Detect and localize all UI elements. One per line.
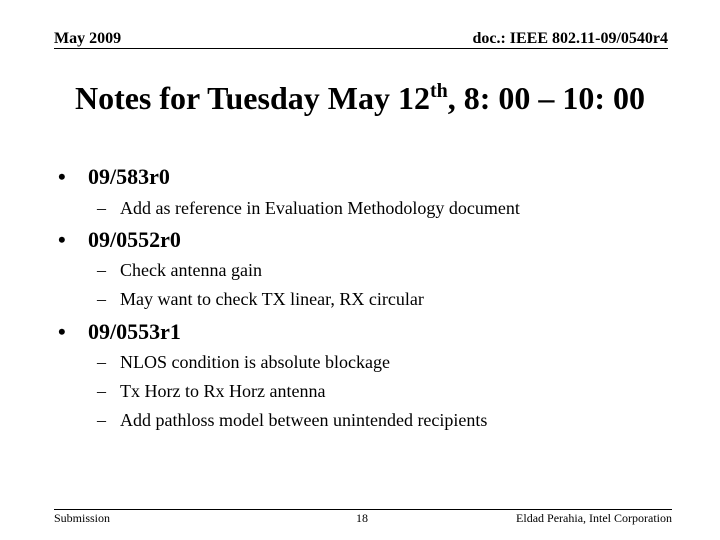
footer-rule	[54, 509, 672, 510]
bullet-item	[58, 164, 170, 190]
header-rule	[54, 48, 668, 49]
sub-bullet-text: May want to check TX linear, RX circular	[120, 289, 424, 309]
dash-glyph: –	[97, 352, 106, 372]
sub-bullet-item	[97, 409, 487, 431]
header-doc-id: doc.: IEEE 802.11-09/0540r4	[472, 30, 668, 47]
bullet-glyph: •	[58, 227, 66, 252]
sub-bullet-text: Tx Horz to Rx Horz antenna	[120, 381, 326, 401]
dash-glyph: –	[97, 289, 106, 309]
header-date: May 2009	[54, 30, 122, 47]
bullet-glyph: •	[58, 164, 66, 189]
footer-submission: Submission	[54, 511, 111, 525]
bullet-glyph: •	[58, 319, 66, 344]
footer-author: Eldad Perahia, Intel Corporation	[516, 511, 672, 525]
bullet-item	[58, 319, 181, 345]
sub-bullet-item	[97, 197, 520, 219]
sub-bullet-text: Add pathloss model between unintended recipients	[120, 410, 488, 430]
sub-bullet-text: Add as reference in Evaluation Methodology document	[120, 198, 520, 218]
sub-bullet-item	[97, 380, 325, 402]
dash-glyph: –	[97, 381, 106, 401]
bullet-text: 09/0552r0	[88, 227, 181, 252]
bullet-text: 09/0553r1	[88, 319, 181, 344]
bullet-text: 09/583r0	[88, 164, 170, 189]
title-superscript: th	[429, 80, 448, 102]
sub-bullet-text: Check antenna gain	[120, 260, 262, 280]
sub-bullet-text: NLOS condition is absolute blockage	[120, 352, 390, 372]
title-suffix: , 8: 00 – 10: 00	[447, 80, 646, 116]
dash-glyph: –	[97, 260, 106, 280]
footer-page-number: 18	[356, 511, 368, 525]
title-prefix: Notes for Tuesday May 12	[74, 80, 430, 116]
bullet-item	[58, 227, 181, 253]
dash-glyph: –	[97, 198, 106, 218]
slide-title	[0, 76, 720, 120]
sub-bullet-item	[97, 351, 390, 373]
sub-bullet-item	[97, 288, 424, 310]
sub-bullet-item	[97, 259, 262, 281]
dash-glyph: –	[97, 410, 106, 430]
